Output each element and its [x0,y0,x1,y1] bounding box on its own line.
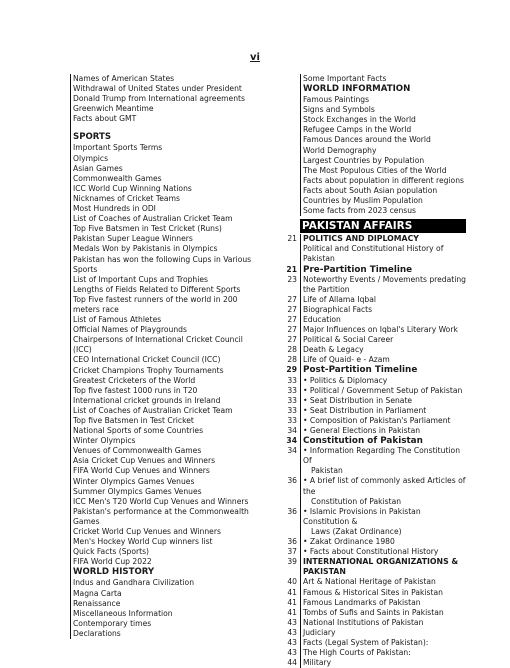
toc-entry: Cricket World Cup Venues and Winners [73,527,221,537]
toc-numbered-entry [282,335,466,345]
toc-entry: The Most Populous Cities of the World [303,165,447,175]
toc-entry-label: Post-Partition Timeline [303,365,418,376]
toc-numbered-entry [282,416,466,426]
toc-right-column [282,74,466,668]
toc-entry-label: • Seat Distribution in Parliament [303,406,426,415]
toc-entry: Quick Facts (Sports) [73,547,149,557]
toc-entry-label: • Zakat Ordinance 1980 [303,537,395,546]
toc-section-heading: WORLD INFORMATION [303,84,411,95]
toc-entry: Greatest Cricketers of the World [73,375,196,385]
toc-entry: Summer Olympics Games Venues [73,486,202,496]
toc-numbered-entry [282,446,466,466]
toc-entry: Contemporary times [73,618,152,628]
toc-entry-label: National Institutions of Pakistan [303,617,424,627]
toc-entry: Donald Trump from International agreements [73,94,245,104]
toc-left-column [70,74,296,639]
toc-entry: Greenwich Meantime [73,104,154,114]
toc-entry: Facts about population in different regions [303,175,464,185]
toc-numbered-entry [282,315,466,325]
toc-entry: Refugee Camps in the World [303,125,412,135]
page-ref-number: 36 [287,476,297,486]
toc-entry: Commonwealth Games [73,173,162,183]
toc-numbered-entry [282,295,466,305]
toc-numbered-entry [282,396,466,406]
toc-entry-label: Constitution of Pakistan [311,496,402,506]
toc-entry-label: Judiciary [303,627,336,637]
page-ref-number [282,466,300,476]
page-ref-number: 36 [287,537,297,547]
toc-numbered-entry [282,234,466,244]
toc-entry-label: Major Influences on Iqbal's Literary Work [303,325,458,335]
toc-numbered-entry [282,598,466,608]
toc-entry-label: Noteworthy Events / Movements predating [303,274,466,284]
page-ref-number: 27 [287,294,297,304]
toc-numbered-entry [282,355,466,365]
toc-numbered-entry [282,507,466,527]
toc-numbered-entry [282,244,466,264]
toc-entry: Largest Countries by Population [303,155,425,165]
toc-entry: Asian Games [73,163,123,173]
toc-entry: Important Sports Terms [73,143,163,153]
toc-entry: Miscellaneous Information [73,608,173,618]
toc-numbered-entry [282,628,466,638]
toc-numbered-entry [282,285,466,295]
toc-entry-label: • Seat Distribution in Senate [303,396,412,405]
toc-entry: Stock Exchanges in the World [303,115,416,125]
toc-entry-label: Death & Legacy [303,345,364,355]
page-ref-number: 23 [287,274,297,284]
toc-entry-label: Political & Social Career [303,335,394,345]
toc-entry: Games [73,516,100,526]
page-ref-number: 27 [287,304,297,314]
toc-entry: Most Hundreds in ODI [73,204,156,214]
toc-entry: National Sports of some Countries [73,426,204,436]
toc-entry: Top Five fastest runners of the world in 200 [73,294,238,304]
toc-entry: meters race [73,304,119,314]
toc-entry: Lengths of Fields Related to Different Sports [73,284,241,294]
page-ref-number: 37 [287,547,297,557]
toc-entry: Magna Carta [73,588,122,598]
toc-entry: List of Coaches of Australian Cricket Team [73,214,233,224]
toc-entry: Famous Paintings [303,95,370,105]
toc-entry: List of Important Cups and Trophies [73,274,208,284]
toc-numbered-entry [282,567,466,577]
toc-entry: FIFA World Cup Venues and Winners [73,466,210,476]
toc-entry: Top five Batsmen in Test Cricket [73,416,194,425]
page-ref-number: 43 [287,617,297,627]
page-ref-number: 21 [286,264,297,274]
toc-entry: ICC Men's T20 World Cup Venues and Winners [73,496,249,506]
toc-entry-label: Facts (Legal System of Pakistan): [303,637,429,647]
page-ref-number: 29 [286,365,297,375]
page-ref-number: 40 [287,577,297,587]
toc-entry: Nicknames of Cricket Teams [73,193,180,203]
page-ref-number: 34 [286,436,297,446]
toc-numbered-entry [282,497,466,507]
toc-entry: Asia Cricket Cup Venues and Winners [73,456,216,466]
page-ref-number: 34 [287,426,297,435]
toc-entry: Declarations [73,628,121,638]
page-ref-number: 43 [287,627,297,637]
toc-entry: Countries by Muslim Population [303,196,423,206]
toc-entry-label: Famous & Historical Sites in Pakistan [303,587,443,597]
toc-entry-label: POLITICS AND DIPLOMACY [303,234,419,244]
page-ref-number: 44 [287,658,297,668]
toc-entry: Olympics [73,153,109,163]
toc-numbered-entry [282,618,466,628]
page-number: vi [250,52,260,63]
page-ref-number: 34 [287,446,297,456]
toc-entry-label: PAKISTAN [303,567,346,577]
toc-entry: Indus and Gandhara Civilization [73,578,195,588]
page-ref-number [282,244,300,264]
toc-entry: Official Names of Playgrounds [73,325,187,335]
toc-numbered-entry [282,547,466,557]
toc-entry: Venues of Commonwealth Games [73,446,202,456]
toc-numbered-entry [282,436,466,446]
toc-numbered-entry [282,476,466,496]
toc-numbered-entry [282,658,466,668]
toc-entry-label: • Facts about Constitutional History [303,547,438,556]
toc-entry-label: Pre-Partition Timeline [303,264,413,275]
toc-numbered-entry [282,305,466,315]
page-ref-number: 28 [287,345,297,355]
toc-entry-label: The High Courts of Pakistan: [303,648,411,658]
toc-entry: Names of American States [73,74,175,83]
spacer [73,124,296,132]
page-ref-number: 33 [287,385,297,395]
toc-entry-label: Famous Landmarks of Pakistan [303,597,421,607]
page-ref-number: 21 [287,234,297,244]
toc-entry-label: Tombs of Sufis and Saints in Pakistan [303,607,444,617]
toc-entry: ICC World Cup Winning Nations [73,183,192,193]
toc-entry: Facts about GMT [73,114,137,124]
page-ref-number: 27 [287,335,297,345]
toc-entry: International cricket grounds in Ireland [73,395,221,405]
page-ref-number: 28 [287,355,297,365]
toc-entry-label: Laws (Zakat Ordinance) [311,526,402,536]
page-ref-number: 33 [287,415,297,425]
section-banner-pakistan-affairs: PAKISTAN AFFAIRS [300,219,466,233]
toc-numbered-entry [282,265,466,275]
page-ref-number [282,527,300,537]
toc-numbered-entry [282,325,466,335]
toc-numbered-entry [282,386,466,396]
toc-entry: Top five fastest 1000 runs in T20 [73,385,198,395]
toc-numbered-entry [282,426,466,436]
toc-entry: List of Famous Athletes [73,315,162,325]
toc-numbered-entry [282,588,466,598]
toc-section-heading: SPORTS [73,132,112,143]
toc-numbered-entry [282,345,466,355]
toc-entry: Pakistan has won the following Cups in Various [73,254,252,264]
toc-entry-label: Art & National Heritage of Pakistan [303,577,436,587]
toc-entry: World Demography [303,145,377,155]
toc-entry: Top Five Batsmen in Test Cricket (Runs) [73,224,222,234]
toc-entry: List of Coaches of Australian Cricket Team [73,405,233,415]
page-ref-number: 36 [287,506,297,516]
page-ref-number [282,497,300,507]
toc-entry: Chairpersons of International Cricket Council [73,335,243,345]
toc-entry: Facts about South Asian population [303,185,438,195]
toc-numbered-entry [282,577,466,587]
toc-entry: Medals Won by Pakistanis in Olympics [73,244,218,254]
toc-numbered-entry [282,527,466,537]
toc-entry-label: • Political / Government Setup of Pakistan [303,386,462,395]
toc-entry: Winter Olympics [73,436,136,446]
toc-entry-label: Military [303,658,332,668]
toc-entry: Men's Hockey World Cup winners list [73,537,213,547]
toc-section-heading: WORLD HISTORY [73,567,155,578]
page-ref-number: 33 [287,375,297,385]
toc-entry-label: • Information Regarding The Constitution Of [303,446,460,465]
page-ref-number: 41 [287,587,297,597]
toc-entry-label: • Islamic Provisions in Pakistan Constitution & [303,507,421,526]
toc-numbered-entry [282,275,466,285]
toc-entry: Winter Olympics Games Venues [73,476,195,486]
toc-numbered-entry [282,376,466,386]
page-ref-number [282,567,300,577]
page-ref-number: 41 [287,597,297,607]
toc-entry-label: Life of Quaid- e - Azam [303,355,390,365]
page-ref-number: 33 [287,395,297,405]
toc-numbered-entry [282,638,466,648]
toc-entry-label: • Politics & Diplomacy [303,376,387,385]
toc-numbered-entry [282,466,466,476]
toc-entry-label: INTERNATIONAL ORGANIZATIONS & [303,557,459,567]
page-ref-number: 43 [287,637,297,647]
toc-entry: Pakistan's performance at the Commonwealth [73,506,249,516]
toc-entry-label: • A brief list of commonly asked Articles of the [303,476,465,495]
toc-entry: Some Important Facts [303,74,387,83]
page-ref-number [282,285,300,295]
page-ref-number: 43 [287,648,297,658]
page-ref-number: 41 [287,607,297,617]
toc-entry-label: the Partition [303,284,350,294]
toc-entry-label: Pakistan [311,466,343,476]
toc-entry: Withdrawal of United States under President [73,84,242,94]
page-ref-number: 27 [287,314,297,324]
page-ref-number: 27 [287,325,297,335]
toc-right-bottom-list [282,234,466,668]
toc-entry-label: Political and Constitutional History of Pakistan [303,244,444,264]
toc-entry: FIFA World Cup 2022 [73,557,152,567]
toc-entry-label: Constitution of Pakistan [303,436,423,447]
toc-entry-label: Life of Allama Iqbal [303,294,377,304]
toc-numbered-entry [282,608,466,618]
toc-entry: Renaissance [73,598,121,608]
toc-entry: Signs and Symbols [303,105,375,115]
toc-numbered-entry [282,365,466,375]
toc-numbered-entry [282,648,466,658]
toc-entry: CEO International Cricket Council (ICC) [73,355,221,365]
toc-entry: Famous Dances around the World [303,135,431,145]
toc-entry-label: • Composition of Pakistan's Parliament [303,416,450,425]
toc-numbered-entry [282,557,466,567]
toc-numbered-entry [282,537,466,547]
toc-numbered-entry [282,406,466,416]
toc-entry-label: • General Elections in Pakistan [303,426,420,435]
toc-entry: Cricket Champions Trophy Tournaments [73,365,224,375]
toc-entry: Some facts from 2023 census [303,206,417,216]
toc-entry: Pakistan Super League Winners [73,234,193,244]
page-ref-number: 33 [287,405,297,415]
page-ref-number: 39 [287,557,297,567]
toc-entry: (ICC) [73,345,92,355]
toc-right-top-list [300,74,466,216]
toc-entry-label: Education [303,314,341,324]
toc-entry-label: Biographical Facts [303,304,373,314]
toc-entry: Sports [73,264,98,274]
